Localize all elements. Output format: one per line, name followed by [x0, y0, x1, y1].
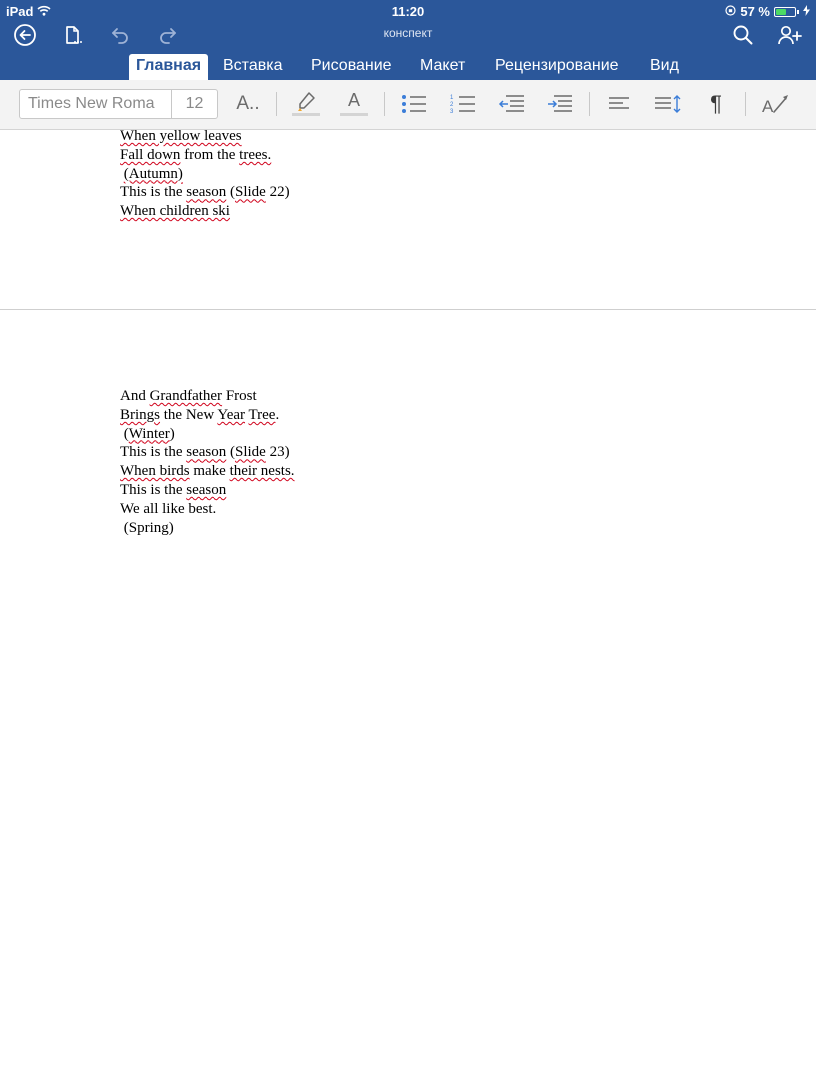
spellcheck-flagged-word: trees.: [239, 146, 272, 163]
text-run: (: [226, 444, 235, 461]
spellcheck-flagged-word: When birds: [120, 463, 190, 480]
spellcheck-flagged-word: Slide: [235, 444, 266, 461]
style-brush-icon: [760, 92, 790, 116]
ribbon-tabs: [0, 54, 816, 80]
spellcheck-flagged-word: Year: [217, 406, 246, 423]
battery-percent: 57 %: [740, 4, 770, 19]
battery-tip: [797, 10, 799, 14]
tab-view[interactable]: Вид: [650, 57, 679, 74]
increase-indent-button[interactable]: [542, 89, 578, 119]
spellcheck-flagged-word: (Autumn): [123, 165, 183, 182]
svg-text:3: 3: [450, 109, 454, 115]
document-line[interactable]: [120, 443, 290, 462]
document-line[interactable]: [120, 500, 216, 519]
font-size-field[interactable]: 12: [185, 95, 204, 112]
spellcheck-flagged-word: season: [186, 184, 227, 201]
search-button[interactable]: [729, 22, 757, 48]
text-run: This is the: [120, 184, 187, 201]
document-title: конспект: [383, 26, 433, 40]
font-name-field[interactable]: Times New Roma: [20, 90, 172, 118]
document-line[interactable]: [120, 387, 257, 406]
text-run: the New: [160, 406, 218, 423]
toolbar-divider: [276, 92, 277, 116]
font-color-label: A: [347, 90, 360, 110]
document-page-1[interactable]: [0, 130, 816, 309]
document-line[interactable]: [120, 146, 271, 165]
charging-icon: [803, 4, 810, 19]
text-run: (Spring): [120, 519, 174, 536]
toolbar-divider: [589, 92, 590, 116]
tab-draw[interactable]: Рисование: [311, 57, 392, 74]
document-line[interactable]: [120, 202, 230, 221]
share-add-person-button[interactable]: [776, 22, 804, 48]
title-row: [0, 22, 816, 48]
spellcheck-flagged-word: Grandfather: [149, 388, 223, 404]
text-run: ): [169, 425, 175, 442]
document-line[interactable]: [120, 481, 226, 500]
line-spacing-icon: [653, 93, 683, 115]
orientation-lock-icon: [725, 4, 736, 19]
decrease-indent-button[interactable]: [494, 89, 530, 119]
status-time: 11:20: [391, 4, 425, 19]
tab-insert[interactable]: Вставка: [223, 57, 283, 74]
numbering-button[interactable]: [445, 89, 481, 119]
text-run: (: [226, 184, 235, 201]
text-run: from the: [180, 146, 240, 163]
spellcheck-flagged-word: Brings: [120, 406, 161, 423]
text-styles-label: A..: [236, 93, 260, 114]
spellcheck-flagged-word: season: [186, 444, 227, 461]
battery-level-fill: [776, 9, 786, 15]
text-run: This is the: [120, 444, 187, 461]
status-right: [725, 4, 810, 19]
tab-home[interactable]: Главная: [129, 54, 208, 80]
show-formatting-button[interactable]: [698, 89, 734, 119]
document-line[interactable]: [120, 519, 174, 538]
align-left-icon: [607, 94, 631, 114]
spellcheck-flagged-word: their nests.: [229, 463, 295, 480]
document-line[interactable]: [120, 406, 279, 425]
svg-text:1: 1: [450, 95, 454, 101]
document-line[interactable]: [120, 127, 242, 146]
toolbar-divider: [384, 92, 385, 116]
outdent-icon: [498, 93, 526, 115]
device-name: iPad: [6, 4, 34, 19]
spellcheck-flagged-word: When yellow leaves: [120, 128, 242, 144]
spellcheck-flagged-word: Winter: [128, 425, 170, 442]
document-line[interactable]: [120, 183, 290, 202]
highlighter-icon: [290, 90, 322, 118]
document-line[interactable]: [120, 425, 175, 444]
align-left-button[interactable]: [601, 89, 637, 119]
spellcheck-flagged-word: Tree: [248, 406, 276, 423]
numbered-list-icon: [449, 93, 477, 115]
font-picker: [19, 89, 218, 119]
text-run: (: [120, 425, 129, 442]
font-color-bar: [340, 113, 368, 116]
tab-layout[interactable]: Макет: [420, 57, 466, 74]
app-header: [0, 0, 816, 80]
document-line[interactable]: [120, 165, 183, 184]
paragraph-mark-icon: ¶: [710, 91, 722, 116]
text-styles-button[interactable]: [230, 89, 266, 119]
bullets-button[interactable]: [396, 89, 432, 119]
document-page-2[interactable]: [0, 310, 816, 1088]
text-run: We all like best.: [120, 500, 217, 517]
search-icon: [732, 24, 754, 46]
spellcheck-flagged-word: season: [186, 482, 227, 498]
text-run: 22): [265, 184, 290, 201]
formatting-toolbar: [0, 80, 816, 130]
svg-text:2: 2: [450, 102, 454, 108]
highlight-button[interactable]: [288, 89, 324, 119]
font-color-button[interactable]: [336, 89, 372, 119]
battery-icon: [774, 7, 796, 17]
tab-review[interactable]: Рецензирование: [495, 57, 619, 74]
status-bar: [0, 0, 816, 22]
bulleted-list-icon: [400, 93, 428, 115]
text-run: This is the: [120, 482, 187, 498]
indent-icon: [546, 93, 574, 115]
text-run: make: [189, 463, 230, 480]
font-color-swatch: [338, 90, 370, 118]
text-run: 23): [265, 444, 290, 461]
toolbar-divider: [745, 92, 746, 116]
add-person-icon: [777, 24, 803, 46]
text-run: Frost: [222, 388, 257, 404]
text-run: And: [120, 388, 150, 404]
spellcheck-flagged-word: Fall down: [120, 146, 181, 163]
spellcheck-flagged-word: Slide: [235, 184, 266, 201]
svg-text:A: A: [762, 97, 774, 116]
spellcheck-flagged-word: When children ski: [120, 203, 230, 220]
line-spacing-button[interactable]: [650, 89, 686, 119]
text-run: .: [275, 406, 280, 423]
styles-brush-button[interactable]: [757, 89, 793, 119]
document-line[interactable]: [120, 462, 295, 481]
